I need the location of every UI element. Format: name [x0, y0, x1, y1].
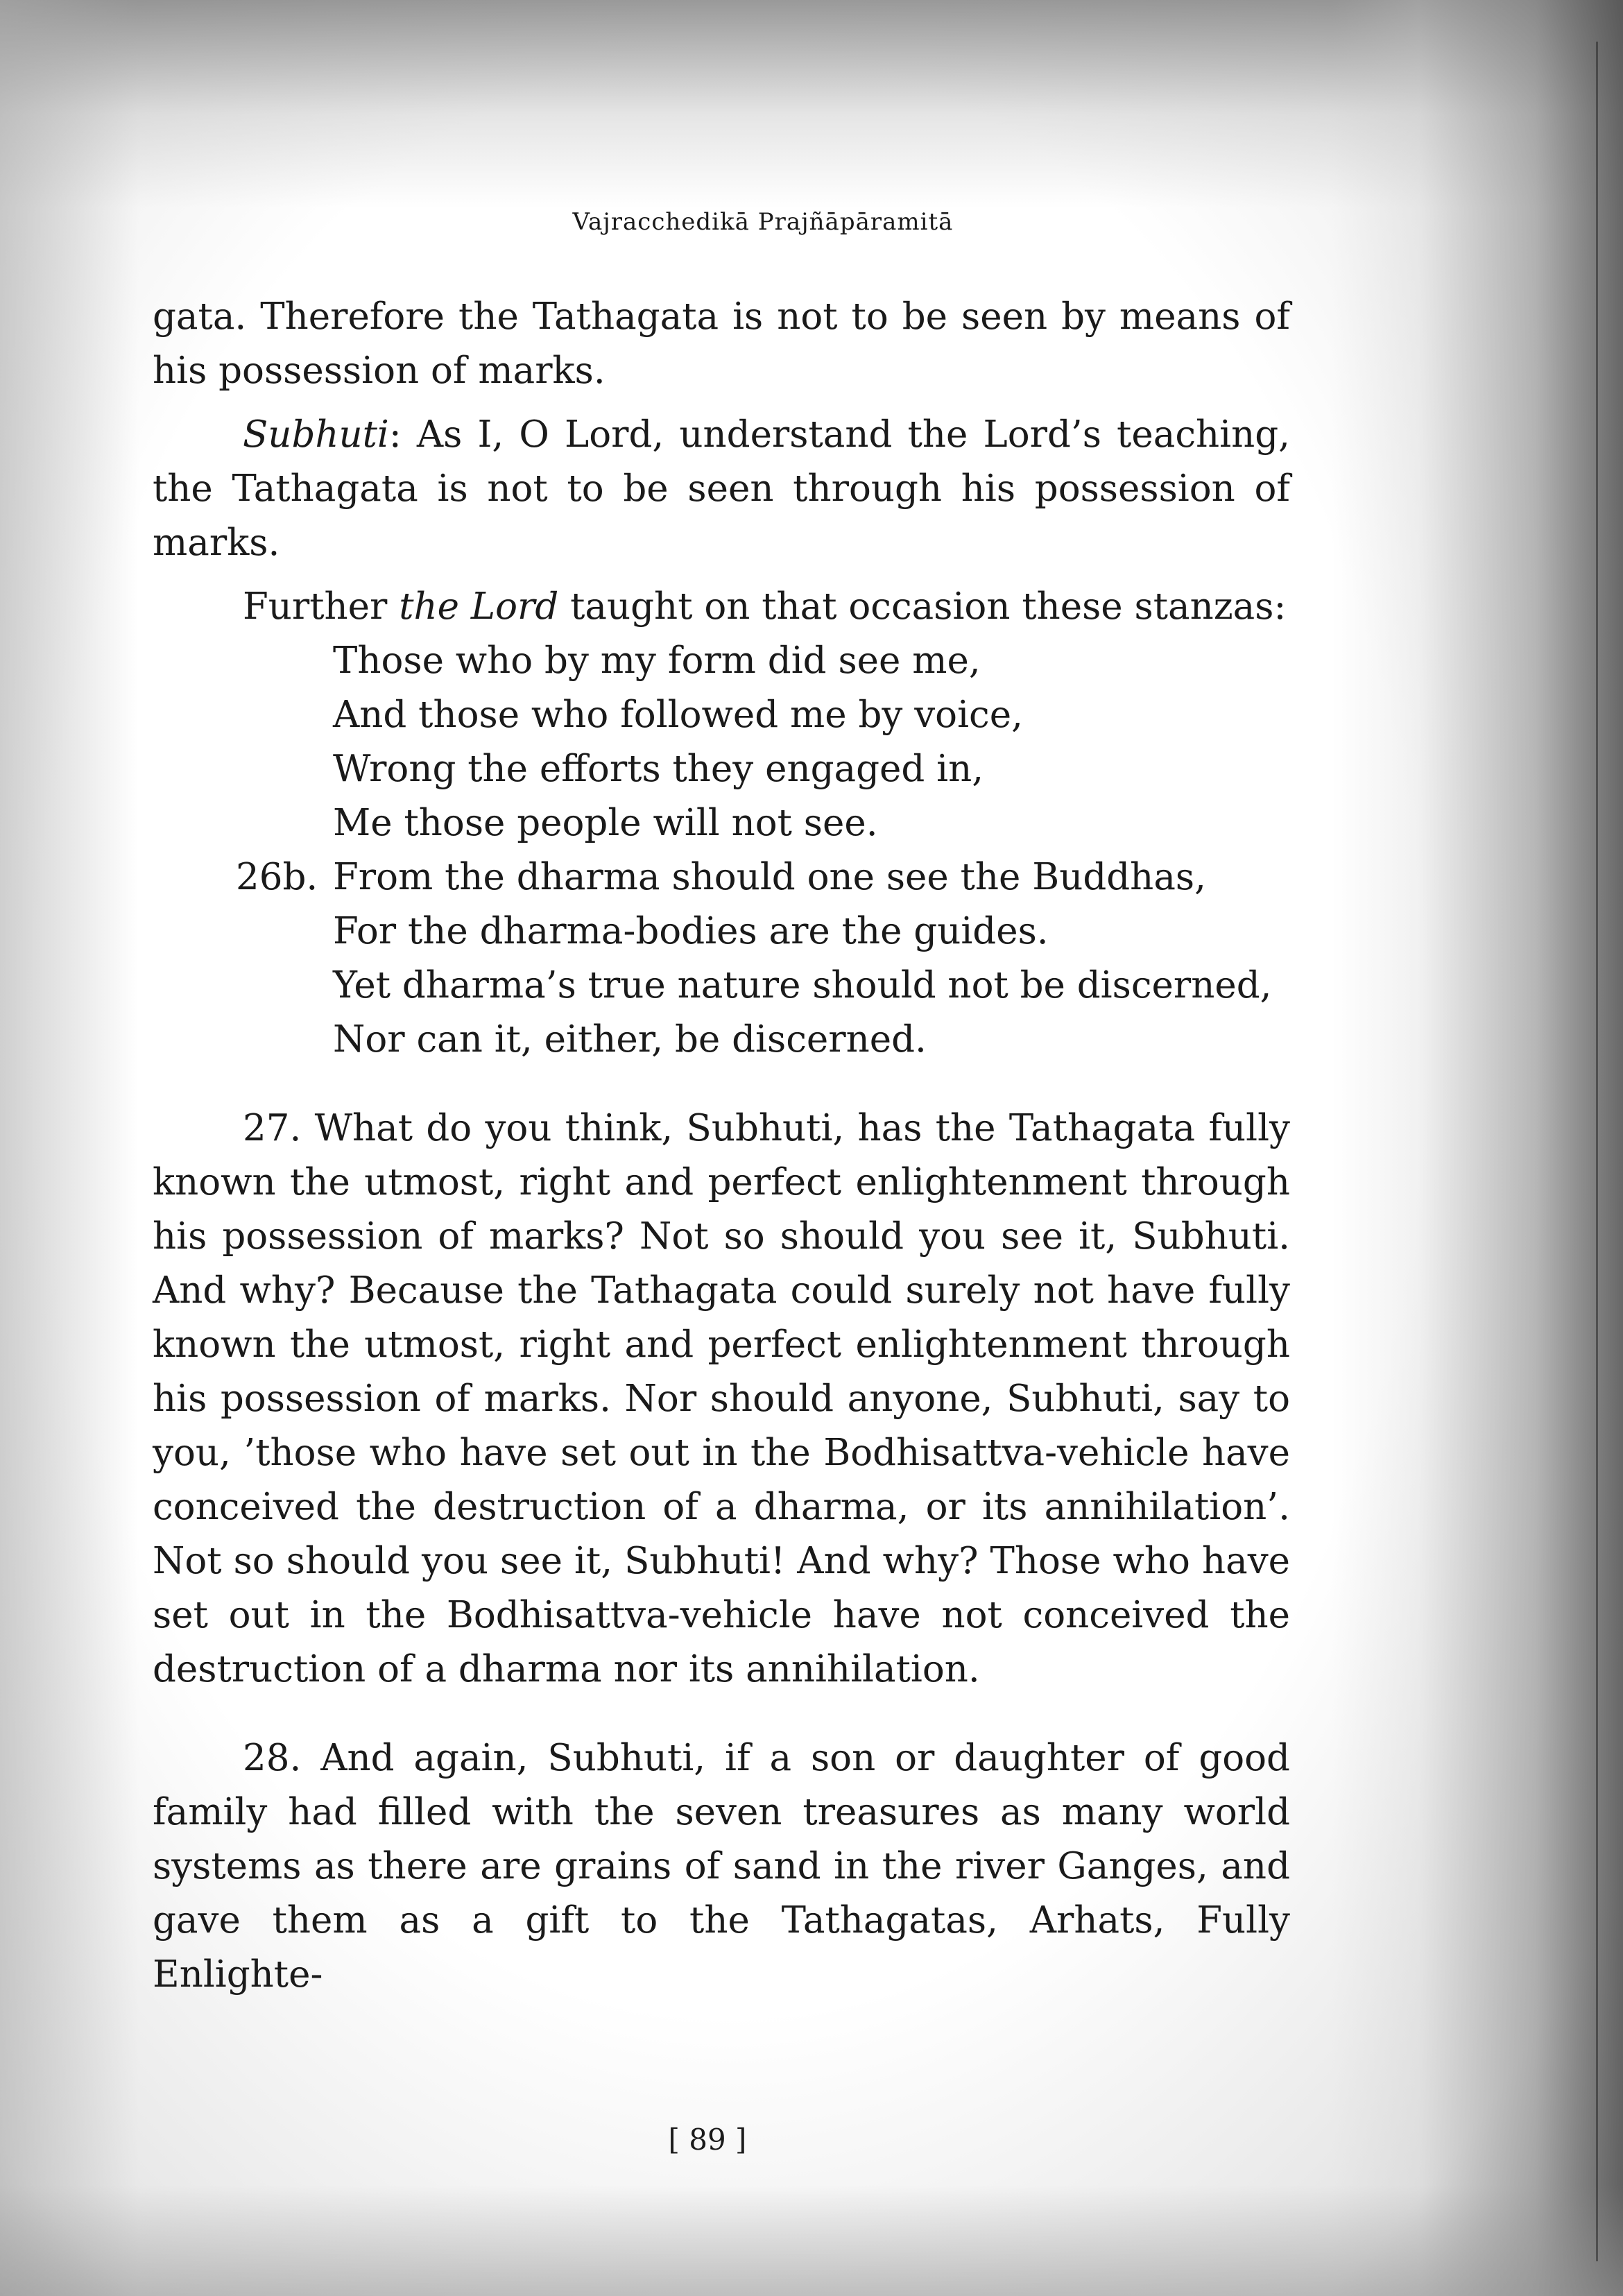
paragraph-section-28: 28. And again, Subhuti, if a son or daughter of good family had filled with the seven treasures as many world systems as there are grains of sand in the river Ganges, and gave them as a gift to the Tathagatas, Arhats, Fully Enlighte- [153, 1737, 1290, 1996]
stanza-line: And those who followed me by voice, [333, 694, 1023, 736]
intro-text-a: Further [243, 585, 400, 628]
page-binding-edge [1596, 42, 1598, 2261]
page-body [153, 290, 1290, 2002]
paragraph-section-27: 27. What do you think, Subhuti, has the Tathagata fully known the utmost, right and perfect enlightenment through his possession of marks? Not so should you see it, Subhuti. And why? Because the Tathagata could surely not have fully known the utmost, right and perfect enlightenment through his possession of marks. Nor should anyone, Subhuti, say to you, ’those who have set out in the Bodhisattva-vehicle have conceived the destruction of a dharma, or its annihilation’. Not so should you see it, Subhuti! And why? Those who have set out in the Bodhisattva-vehicle have not conceived the destruction of a dharma nor its annihilation. [153, 1107, 1290, 1690]
stanza-26b [236, 850, 1290, 1067]
scan-shadow-right [1332, 0, 1623, 2296]
book-page [153, 208, 1290, 2002]
stanza-line: Yet dharma’s true nature should not be discerned, [333, 964, 1272, 1006]
intro-text-b: taught on that occasion these stanzas: [558, 585, 1287, 628]
stanza-line: Wrong the efforts they engaged in, [333, 748, 984, 790]
paragraph-stanza-intro [153, 580, 1290, 634]
paragraph-subhuti-reply [153, 408, 1290, 570]
speaker-text: : As I, O Lord, understand the Lord’s teaching, the Tathagata is not to be seen through his possession of marks. [153, 413, 1290, 564]
stanza-number: 26b. [236, 856, 318, 898]
stanza-line [236, 850, 1290, 905]
speaker-name: Subhuti [243, 413, 389, 456]
page-number: [ 89 ] [668, 2123, 747, 2157]
stanza-line-text: From the dharma should one see the Buddhas, [333, 856, 1206, 898]
running-head: Vajracchedikā Prajñāpāramitā [572, 208, 954, 236]
paragraph-continuation: gata. Therefore the Tathagata is not to be seen by means of his possession of marks. [153, 295, 1290, 392]
intro-italic: the Lord [399, 585, 559, 628]
stanza-1 [333, 634, 1290, 850]
stanza-line: Me those people will not see. [333, 802, 878, 844]
scan-shadow-bottom [0, 2185, 1623, 2296]
stanza-line: Nor can it, either, be discerned. [333, 1018, 927, 1061]
stanza-line: Those who by my form did see me, [333, 640, 981, 682]
scan-shadow-left [0, 0, 139, 2296]
stanza-line: For the dharma-bodies are the guides. [333, 910, 1049, 952]
